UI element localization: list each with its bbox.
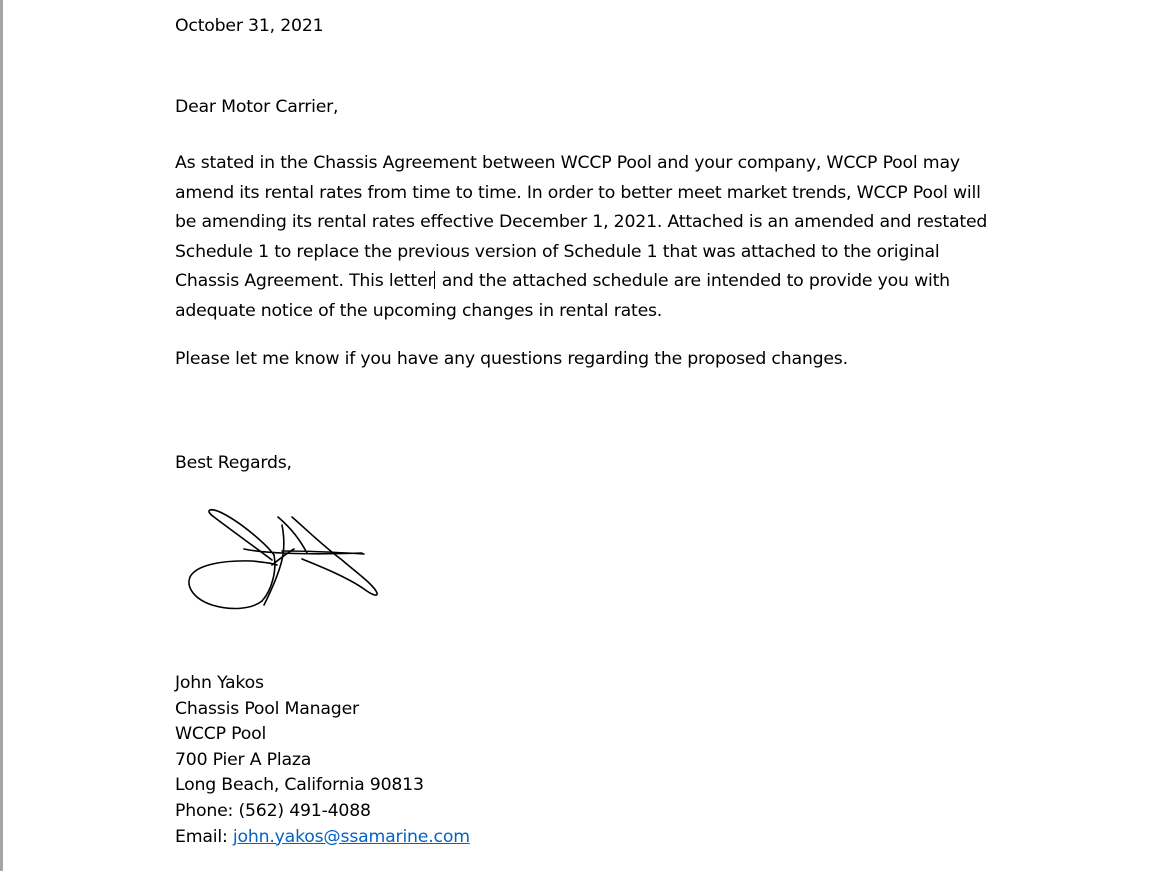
letter-closing: Best Regards, (175, 453, 292, 473)
email-label: Email: (175, 826, 233, 847)
body-line-text-before-cursor: Chassis Agreement. This letter (175, 271, 435, 291)
page-left-border (0, 0, 3, 871)
signer-organization: WCCP Pool (175, 724, 267, 745)
body-line (175, 267, 1015, 297)
signer-name: John Yakos (175, 673, 264, 693)
email-link[interactable]: john.yakos@ssamarine.com (232, 826, 470, 847)
body-line: amend its rental rates from time to time. In order to better meet market trends, WCCP Pool will (175, 182, 981, 203)
body-line: Schedule 1 to replace the previous version of Schedule 1 that was attached to the original (175, 241, 940, 262)
letter-closing-question: Please let me know if you have any questions regarding the proposed changes. (175, 349, 848, 369)
body-line: As stated in the Chassis Agreement between WCCP Pool and your company, WCCP Pool may (175, 153, 960, 173)
body-line: be amending its rental rates effective December 1, 2021. Attached is an amended and restated (175, 212, 988, 232)
letter-salutation: Dear Motor Carrier, (175, 97, 339, 117)
letter-date: October 31, 2021 (175, 16, 324, 36)
signer-title: Chassis Pool Manager (175, 698, 359, 719)
handwritten-signature-icon (182, 505, 382, 615)
signer-city-state-zip: Long Beach, California 90813 (175, 775, 424, 796)
signature-block (175, 671, 470, 850)
body-line-text-after-cursor: and the attached schedule are intended to provide you with (436, 271, 950, 291)
body-line: adequate notice of the upcoming changes in rental rates. (175, 300, 663, 321)
letter-body-paragraph (175, 149, 1015, 326)
signer-phone: Phone: (562) 491-4088 (175, 800, 371, 821)
signer-street: 700 Pier A Plaza (175, 749, 312, 770)
signer-email-line (175, 825, 470, 851)
